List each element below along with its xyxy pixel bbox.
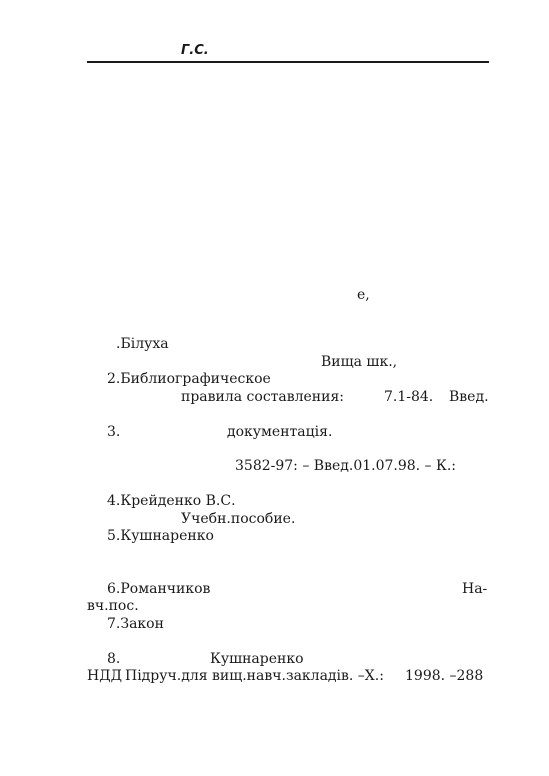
reference-8-ndd: НДД xyxy=(87,668,122,684)
reference-8-number: 8. xyxy=(107,651,121,667)
reference-3-doc: документація. xyxy=(227,424,333,440)
reference-4: 4.Крейденко В.С. xyxy=(107,493,236,509)
reference-8-author: Кушнаренко xyxy=(210,651,304,667)
reference-2-code: 7.1-84. xyxy=(384,389,434,405)
text-fragment-biluxa: .Білуха xyxy=(116,336,169,352)
reference-2: 2.Библиографическое xyxy=(107,371,271,387)
reference-6-continuation: вч.пос. xyxy=(87,598,139,614)
text-fragment-vyshcha: Вища шк., xyxy=(321,354,398,370)
reference-8-year: 1998. –288 xyxy=(405,668,484,684)
text-fragment-e: е, xyxy=(357,287,370,303)
header-initials: Г.С. xyxy=(181,43,209,58)
header-rule xyxy=(87,61,489,63)
reference-3-number: 3. xyxy=(107,424,121,440)
reference-2-vved: Введ. xyxy=(449,389,489,405)
reference-6: 6.Романчиков xyxy=(107,581,211,597)
reference-2-rules: правила составления: xyxy=(181,389,345,405)
reference-5: 5.Кушнаренко xyxy=(107,528,214,544)
reference-6-hyphen: На- xyxy=(462,581,488,597)
reference-3-standard: 3582-97: – Введ.01.07.98. – К.: xyxy=(235,458,457,474)
reference-7: 7.Закон xyxy=(107,616,164,632)
reference-4-subtitle: Учебн.пособие. xyxy=(181,511,296,527)
reference-8-title: Підруч.для вищ.навч.закладів. –Х.: xyxy=(125,668,384,684)
